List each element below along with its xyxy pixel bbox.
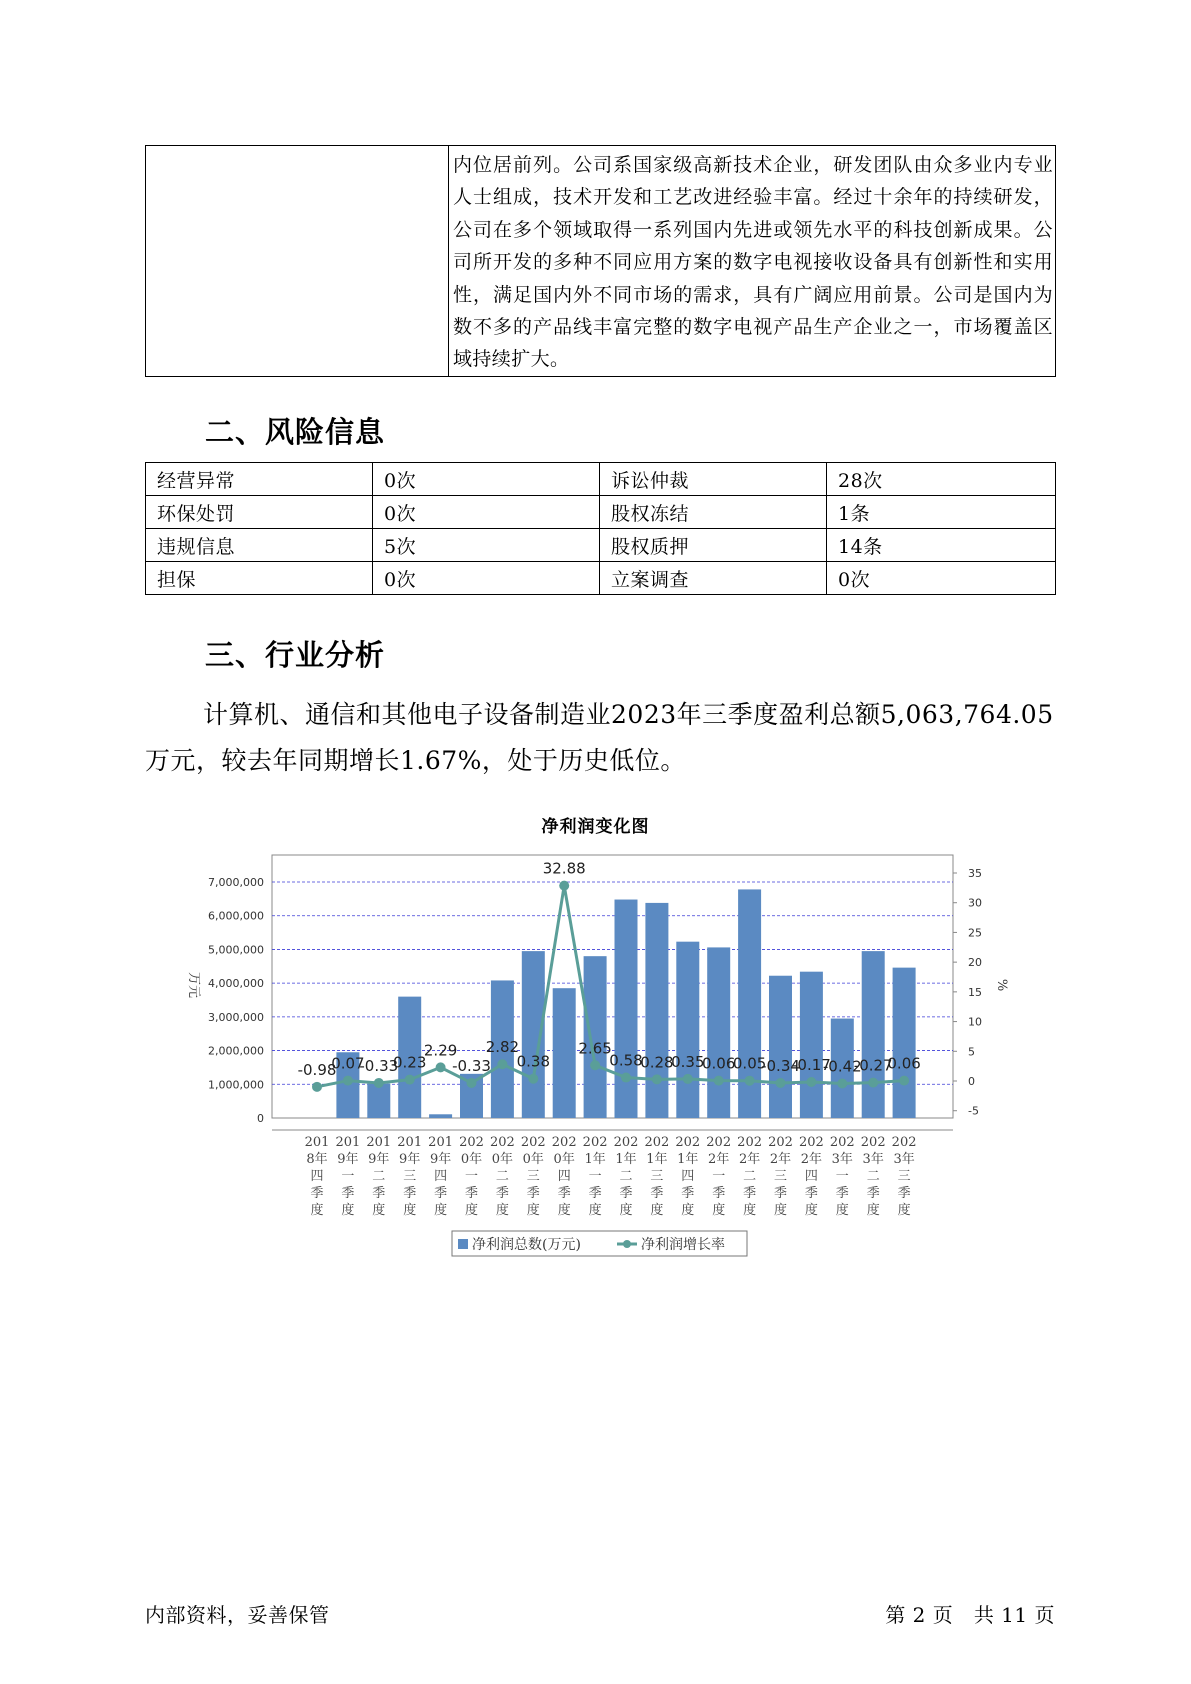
left-axis-tick-label: 4,000,000	[208, 977, 264, 991]
bar-net-profit	[769, 976, 792, 1118]
growth-rate-data-label: 0.05	[732, 1054, 767, 1073]
left-axis-tick-label: 5,000,000	[208, 943, 264, 957]
bar-net-profit	[893, 968, 916, 1118]
x-axis-category-label: 一	[712, 1169, 726, 1184]
growth-rate-point	[683, 1074, 693, 1084]
x-axis-category-label: 0年	[460, 1152, 483, 1167]
x-axis-category-label: 度	[681, 1203, 695, 1218]
risk-value-cell: 0次	[373, 463, 600, 496]
x-axis-category-label: 度	[804, 1203, 818, 1218]
x-axis-category-label: 四	[804, 1169, 818, 1184]
growth-rate-point	[621, 1073, 631, 1083]
x-axis-category-label: 度	[434, 1203, 448, 1218]
x-axis-category-label: 二	[495, 1169, 509, 1184]
growth-rate-point	[312, 1082, 322, 1092]
x-axis-category-label: 季	[310, 1186, 324, 1201]
x-axis-category-label: 3年	[893, 1152, 915, 1167]
x-axis-category-label: 1年	[677, 1152, 699, 1167]
left-axis-tick-label: 1,000,000	[208, 1078, 264, 1092]
x-axis-category-label: 202	[520, 1135, 546, 1150]
x-axis-category-label: 202	[582, 1135, 608, 1150]
x-axis-category-label: 1年	[584, 1152, 606, 1167]
x-axis-category-label: 1年	[646, 1152, 668, 1167]
growth-rate-point	[405, 1075, 415, 1085]
growth-rate-data-label: 0.58	[609, 1051, 643, 1070]
left-axis-tick-label: 0	[257, 1112, 264, 1125]
left-axis-tick-label: 3,000,000	[208, 1010, 264, 1024]
x-axis-category-label: 度	[372, 1203, 386, 1218]
risk-label-cell: 经营异常	[146, 463, 373, 496]
growth-rate-data-label: -0.42	[822, 1057, 862, 1076]
x-axis-category-label: 201	[304, 1135, 330, 1150]
x-axis-category-label: 201	[335, 1135, 361, 1150]
growth-rate-data-label: 0.35	[671, 1052, 705, 1071]
bar-net-profit	[800, 972, 823, 1118]
right-axis-tick-label: 15	[968, 985, 982, 999]
x-axis-category-label: 3年	[831, 1152, 853, 1167]
x-axis-category-label: 三	[526, 1169, 540, 1184]
bar-net-profit	[862, 951, 885, 1118]
growth-rate-data-label: -0.34	[761, 1057, 800, 1076]
right-axis-tick-label: 30	[968, 896, 982, 910]
risk-value-cell: 0次	[373, 562, 600, 595]
growth-rate-data-label: -0.33	[359, 1056, 399, 1075]
x-axis-category-label: 201	[428, 1135, 454, 1150]
x-axis-category-label: 202	[489, 1135, 515, 1150]
x-axis-category-label: 202	[675, 1135, 701, 1150]
company-intro-text: 内位居前列。公司系国家级高新技术企业，研发团队由众多业内专业人士组成，技术开发和工艺改进经验丰富。经过十余年的持续研发，公司在多个领域取得一系列国内先进或领先水平的科技创新成果。公司所开发的多种不同应用方案的数字电视接收设备具有创新性和实用性，满足国内外不同市场的需求，具有广阔应用前景。公司是国内为数不多的产品线丰富完整的数字电视产品生产企业之一，市场覆盖区域持续扩大。	[453, 154, 1053, 371]
x-axis-category-label: 度	[835, 1203, 849, 1218]
right-axis-tick-label: 5	[968, 1045, 975, 1059]
right-axis-tick-label: 25	[968, 926, 982, 940]
growth-rate-point	[776, 1078, 786, 1088]
x-axis-category-label: 度	[743, 1203, 757, 1218]
growth-rate-point	[837, 1078, 847, 1088]
x-axis-category-label: 202	[891, 1135, 917, 1150]
risk-value-cell: 28次	[827, 463, 1056, 496]
growth-rate-point	[899, 1076, 909, 1086]
x-axis-category-label: 9年	[429, 1152, 452, 1167]
risk-value-cell: 0次	[373, 496, 600, 529]
right-axis-tick-label: 0	[968, 1075, 975, 1088]
x-axis-category-label: 8年	[306, 1152, 328, 1167]
growth-rate-point	[590, 1060, 600, 1070]
x-axis-category-label: 四	[310, 1169, 324, 1184]
growth-rate-data-label: 32.88	[542, 859, 586, 878]
x-axis-category-label: 2年	[738, 1152, 761, 1167]
footer-confidential: 内部资料，妥善保管	[145, 1603, 330, 1627]
growth-rate-point	[528, 1074, 538, 1084]
right-axis-tick-label: 20	[968, 956, 982, 970]
growth-rate-data-label: -0.98	[297, 1060, 337, 1079]
x-axis-category-label: 9年	[337, 1152, 359, 1167]
growth-rate-data-label: 0.28	[640, 1053, 674, 1072]
x-axis-category-label: 一	[464, 1169, 479, 1184]
growth-rate-data-label: 0.06	[701, 1054, 736, 1073]
left-axis-tick-label: 2,000,000	[208, 1044, 264, 1058]
growth-rate-point	[497, 1059, 507, 1069]
bar-net-profit	[676, 942, 699, 1118]
x-axis-category-label: 季	[619, 1186, 633, 1201]
x-axis-category-label: 度	[588, 1203, 602, 1218]
risk-label-cell: 担保	[146, 562, 373, 595]
left-axis-tick-label: 7,000,000	[208, 876, 264, 889]
x-axis-category-label: 季	[804, 1186, 818, 1201]
legend-bar-label: 净利润总数(万元)	[472, 1237, 581, 1253]
bar-net-profit	[645, 903, 668, 1118]
x-axis-category-label: 二	[866, 1169, 880, 1184]
x-axis-category-label: 度	[897, 1203, 911, 1218]
bar-net-profit	[367, 1084, 390, 1118]
x-axis-category-label: 202	[829, 1135, 855, 1150]
chart-title: 净利润变化图	[541, 817, 650, 837]
x-axis-category-label: 202	[737, 1135, 763, 1150]
x-axis-category-label: 季	[526, 1186, 540, 1201]
risk-value-cell: 0次	[827, 562, 1056, 595]
bar-net-profit	[615, 900, 638, 1118]
risk-label-cell: 股权质押	[600, 529, 827, 562]
x-axis-category-label: 四	[434, 1169, 448, 1184]
growth-rate-point	[714, 1076, 724, 1086]
section-heading-industry: 三、行业分析	[205, 638, 386, 672]
section-heading-risk: 二、风险信息	[205, 415, 386, 449]
x-axis-category-label: 0年	[522, 1152, 544, 1167]
x-axis-category-label: 季	[588, 1186, 602, 1201]
industry-paragraph-text: 计算机、通信和其他电子设备制造业2023年三季度盈利总额5,063,764.05万元，较去年同期增长1.67%，处于历史低位。	[145, 700, 1054, 775]
x-axis-category-label: 度	[557, 1203, 571, 1218]
x-axis-category-label: 四	[681, 1169, 695, 1184]
x-axis-category-label: 季	[495, 1186, 509, 1201]
x-axis-category-label: 9年	[368, 1152, 390, 1167]
x-axis-category-label: 季	[557, 1186, 571, 1201]
x-axis-category-label: 1年	[615, 1152, 637, 1167]
risk-value-cell: 14条	[827, 529, 1056, 562]
x-axis-category-label: 季	[464, 1186, 479, 1201]
left-axis-tick-label: 6,000,000	[208, 909, 264, 923]
growth-rate-data-label: 2.29	[423, 1041, 458, 1060]
x-axis-category-label: 度	[526, 1203, 540, 1218]
x-axis-category-label: 度	[464, 1203, 479, 1218]
x-axis-category-label: 三	[773, 1169, 788, 1184]
x-axis-category-label: 季	[712, 1186, 726, 1201]
x-axis-category-label: 202	[860, 1135, 886, 1150]
x-axis-category-label: 季	[403, 1186, 417, 1201]
footer-page-text: 第 2 页 共 11 页	[885, 1603, 1055, 1627]
right-axis-tick-label: 10	[968, 1015, 982, 1029]
x-axis-category-label: 度	[495, 1203, 509, 1218]
x-axis-category-label: 度	[866, 1203, 880, 1218]
x-axis-category-label: 度	[619, 1203, 633, 1218]
x-axis-category-label: 度	[341, 1203, 355, 1218]
growth-rate-data-label: -0.33	[452, 1056, 491, 1075]
growth-rate-data-label: -0.17	[791, 1056, 831, 1075]
x-axis-category-label: 202	[798, 1135, 824, 1150]
growth-rate-point	[343, 1076, 353, 1086]
right-axis-title: %	[994, 978, 1009, 992]
x-axis-category-label: 度	[403, 1203, 417, 1218]
x-axis-category-label: 3年	[862, 1152, 884, 1167]
bar-net-profit	[707, 947, 730, 1118]
x-axis-category-label: 202	[644, 1135, 670, 1150]
bar-net-profit	[429, 1114, 452, 1118]
growth-rate-point	[868, 1078, 878, 1088]
x-axis-category-label: 202	[768, 1135, 793, 1150]
right-axis-tick-label: 35	[968, 867, 982, 880]
x-axis-category-label: 一	[835, 1169, 849, 1184]
x-axis-category-label: 二	[619, 1169, 633, 1184]
x-axis-category-label: 季	[743, 1186, 757, 1201]
x-axis-category-label: 2年	[708, 1152, 730, 1167]
x-axis-category-label: 季	[773, 1186, 788, 1201]
x-axis-category-label: 度	[650, 1203, 664, 1218]
growth-rate-data-label: 2.82	[485, 1038, 520, 1057]
growth-rate-point	[374, 1078, 384, 1088]
growth-rate-data-label: 0.23	[392, 1053, 427, 1072]
legend-line-marker	[623, 1240, 631, 1248]
x-axis-category-label: 四	[557, 1169, 571, 1184]
growth-rate-data-label: 0.06	[887, 1054, 921, 1073]
bar-net-profit	[553, 988, 576, 1118]
growth-rate-data-label: -0.27	[853, 1056, 893, 1075]
x-axis-category-label: 二	[743, 1169, 757, 1184]
x-axis-category-label: 季	[835, 1186, 849, 1201]
x-axis-category-label: 0年	[553, 1152, 575, 1167]
x-axis-category-label: 2年	[769, 1152, 792, 1167]
x-axis-category-label: 一	[588, 1169, 602, 1184]
right-axis-tick-label: -5	[968, 1104, 979, 1118]
x-axis-category-label: 三	[897, 1169, 911, 1184]
x-axis-category-label: 季	[866, 1186, 880, 1201]
x-axis-category-label: 度	[712, 1203, 726, 1218]
legend-bar-swatch	[458, 1239, 468, 1249]
x-axis-category-label: 二	[372, 1169, 386, 1184]
x-axis-category-label: 9年	[399, 1152, 421, 1167]
x-axis-category-label: 202	[459, 1135, 484, 1150]
risk-value-cell: 5次	[373, 529, 600, 562]
x-axis-category-label: 季	[650, 1186, 664, 1201]
x-axis-category-label: 季	[372, 1186, 386, 1201]
growth-rate-data-label: 2.65	[578, 1039, 612, 1058]
growth-rate-point	[559, 881, 569, 891]
risk-label-cell: 股权冻结	[600, 496, 827, 529]
x-axis-category-label: 季	[681, 1186, 695, 1201]
x-axis-category-label: 三	[403, 1169, 417, 1184]
growth-rate-point	[652, 1074, 662, 1084]
growth-rate-point	[806, 1077, 816, 1087]
x-axis-category-label: 202	[706, 1135, 732, 1150]
growth-rate-point	[436, 1062, 446, 1072]
x-axis-category-label: 202	[613, 1135, 639, 1150]
x-axis-category-label: 季	[434, 1186, 448, 1201]
x-axis-category-label: 三	[650, 1169, 664, 1184]
x-axis-category-label: 0年	[491, 1152, 514, 1167]
x-axis-category-label: 一	[341, 1169, 355, 1184]
x-axis-category-label: 季	[897, 1186, 911, 1201]
growth-rate-data-label: 0.07	[331, 1054, 365, 1073]
risk-label-cell: 环保处罚	[146, 496, 373, 529]
risk-label-cell: 诉讼仲裁	[600, 463, 827, 496]
x-axis-category-label: 度	[310, 1203, 324, 1218]
bar-net-profit	[584, 956, 607, 1118]
footer-page-number	[885, 1599, 1055, 1628]
risk-value-cell: 1条	[827, 496, 1056, 529]
left-axis-title: 万元	[186, 971, 201, 999]
legend-line-label: 净利润增长率	[641, 1237, 725, 1253]
risk-label-cell: 违规信息	[146, 529, 373, 562]
growth-rate-data-label: 0.38	[516, 1052, 551, 1071]
x-axis-category-label: 季	[341, 1186, 355, 1201]
x-axis-category-label: 201	[397, 1135, 423, 1150]
growth-rate-point	[467, 1078, 477, 1088]
x-axis-category-label: 2年	[800, 1152, 823, 1167]
risk-label-cell: 立案调查	[600, 562, 827, 595]
x-axis-category-label: 度	[773, 1203, 788, 1218]
growth-rate-point	[745, 1076, 755, 1086]
x-axis-category-label: 202	[551, 1135, 577, 1150]
x-axis-category-label: 201	[366, 1135, 392, 1150]
